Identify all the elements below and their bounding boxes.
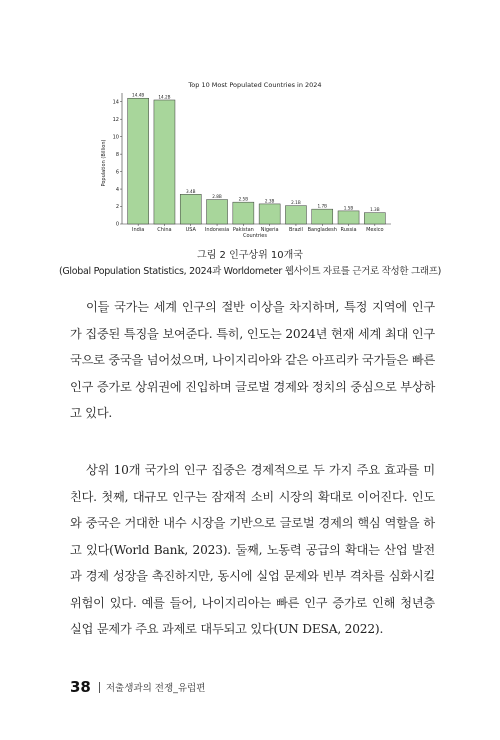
plot-area bbox=[113, 93, 391, 233]
x-axis-label: Countries bbox=[243, 233, 267, 239]
bar bbox=[180, 194, 201, 224]
bar bbox=[207, 200, 228, 224]
bar-value-label: 14.2B bbox=[158, 94, 171, 100]
x-tick-label: USA bbox=[185, 227, 196, 233]
y-axis-label: Population (Billion) bbox=[101, 139, 107, 187]
body-paragraph-2 bbox=[70, 457, 435, 643]
y-tick-label: 12 bbox=[112, 116, 119, 123]
chart-title: Top 10 Most Populated Countries in 2024 bbox=[188, 81, 322, 89]
bar bbox=[233, 202, 254, 224]
bar bbox=[259, 204, 280, 224]
bar bbox=[312, 209, 333, 224]
bar-value-label: 2.1B bbox=[291, 200, 301, 206]
x-tick-label: Indonesia bbox=[204, 227, 230, 233]
population-bar-chart bbox=[95, 75, 395, 240]
y-tick-label: 6 bbox=[115, 169, 119, 176]
bar bbox=[364, 213, 385, 224]
page-number: 38 bbox=[70, 678, 91, 696]
paragraph-text: 이들 국가는 세계 인구의 절반 이상을 차지하며, 특정 지역에 인구가 집중된 특징을 보여준다. 특히, 인도는 2024년 현재 세계 최대 인구국으로 중국을 넘어섰으며, 나이지리아와 같은 아프리카 국가들은 빠른 인구 증가로 상위권에 진입하며 글로벌 경제와 정치의 중심으로 부상하고 있다. bbox=[70, 300, 436, 420]
body-paragraph-1 bbox=[70, 294, 435, 427]
y-tick-label: 10 bbox=[112, 134, 119, 141]
paragraph-text: 상위 10개 국가의 인구 집중은 경제적으로 두 가지 주요 효과를 미친다. 첫째, 대규모 인구는 잠재적 소비 시장의 확대로 이어진다. 인도와 중국은 거대한 내수 시장을 기반으로 글로벌 경제의 핵심 역할을 하고 있다(World Bank, 2023). 둘째, 노동력 공급의 확대는 산업 발전과 경제 성장을 촉진하지만, 동시에 실업 문제와 빈부 격차를 심화시킬 위험이 있다. 예를 들어, 나이지리아는 빠른 인구 증가로 인해 청년층 실업 문제가 주요 과제로 대두되고 있다(UN DESA, 2022). bbox=[70, 463, 435, 636]
bar-value-label: 1.5B bbox=[343, 205, 354, 211]
bar-value-label: 2.8B bbox=[212, 194, 222, 200]
bar bbox=[338, 211, 359, 224]
y-tick-label: 0 bbox=[115, 221, 119, 228]
x-tick-label: Russia bbox=[340, 227, 357, 233]
bar-value-label: 3.4B bbox=[185, 188, 196, 194]
y-tick-label: 4 bbox=[115, 186, 119, 193]
bar-value-label: 2.3B bbox=[264, 198, 275, 204]
x-tick-label: Pakistan bbox=[232, 227, 254, 233]
y-tick-label: 8 bbox=[115, 151, 119, 158]
bar-value-label: 14.4B bbox=[132, 92, 145, 98]
bar-value-label: 2.5B bbox=[238, 196, 249, 202]
figure-caption-source: (Global Population Statistics, 2024과 Worldometer 웹사이트 자료를 근거로 작성한 그래프) bbox=[58, 266, 442, 277]
y-tick-label: 2 bbox=[115, 204, 119, 211]
x-tick-label: Bangladesh bbox=[307, 227, 337, 233]
bar-value-label: 1.7B bbox=[317, 203, 328, 209]
y-tick-label: 14 bbox=[112, 99, 119, 106]
x-tick-label: India bbox=[132, 227, 145, 233]
bar bbox=[154, 100, 175, 224]
x-tick-label: China bbox=[157, 227, 172, 233]
bar-value-label: 1.3B bbox=[370, 207, 380, 213]
figure-caption-title: 그림 2 인구상위 10개국 bbox=[197, 250, 303, 261]
page-footer bbox=[70, 676, 205, 698]
bar bbox=[285, 206, 306, 224]
running-title: 저출생과의 전쟁_유럽편 bbox=[105, 683, 206, 694]
x-tick-label: Nigeria bbox=[260, 227, 279, 233]
x-tick-label: Mexico bbox=[366, 227, 384, 233]
bar bbox=[128, 98, 149, 224]
x-tick-label: Brazil bbox=[288, 227, 303, 233]
footer-divider bbox=[99, 682, 100, 693]
